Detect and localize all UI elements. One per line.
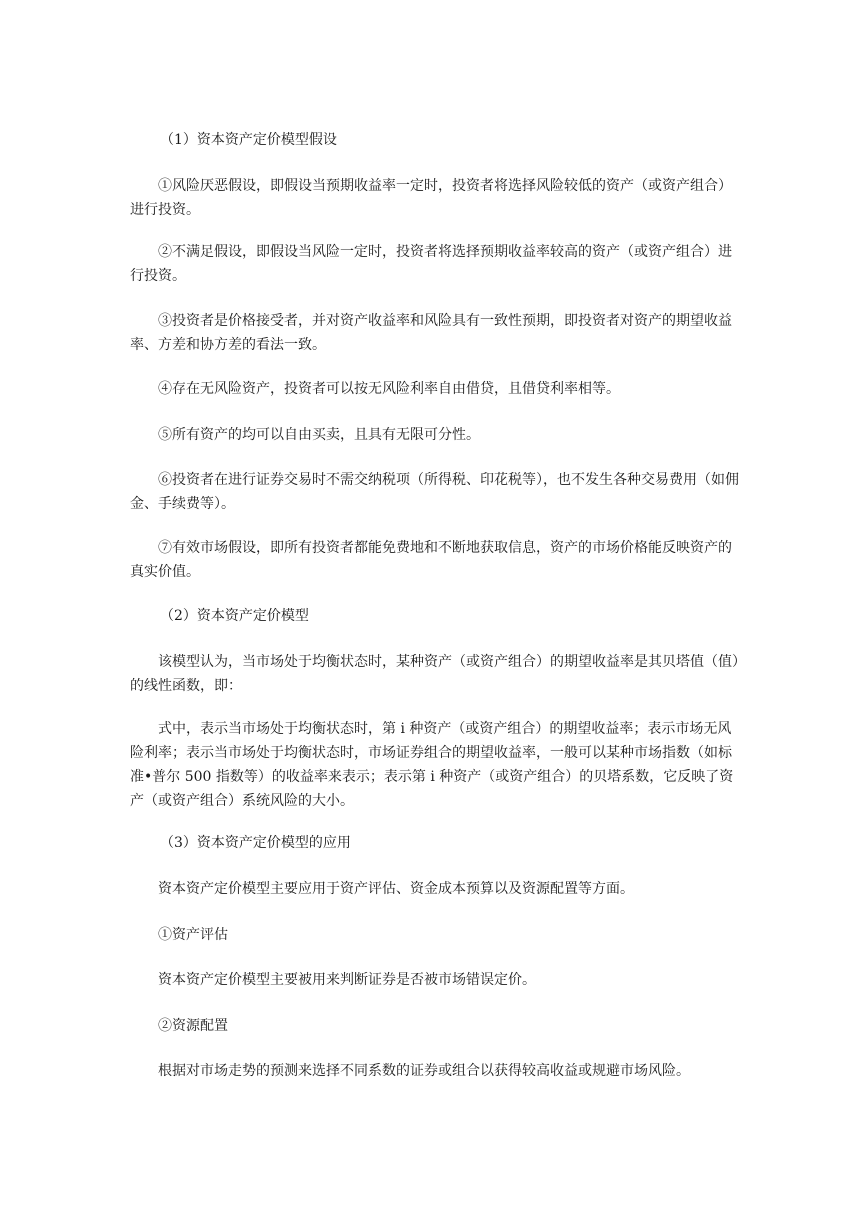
assumption-6: ⑥投资者在进行证券交易时不需交纳税项（所得税、印花税等），也不发生各种交易费用（如佣金、手续费等）。	[130, 472, 739, 512]
asset-valuation-text: 资本资产定价模型主要被用来判断证券是否被市场错误定价。	[158, 972, 536, 988]
section-3-heading: （3）资本资产定价模型的应用	[160, 835, 351, 851]
assumption-7: ⑦有效市场假设，即所有投资者都能免费地和不断地获取信息，资产的市场价格能反映资产的真实价值。	[130, 540, 732, 580]
model-intro: 该模型认为，当市场处于均衡状态时，某种资产（或资产组合）的期望收益率是其贝塔值（值）的线性函数，即：	[130, 654, 739, 694]
assumption-2: ②不满足假设，即假设当风险一定时，投资者将选择预期收益率较高的资产（或资产组合）进行投资。	[130, 244, 732, 284]
application-intro: 资本资产定价模型主要应用于资产评估、资金成本预算以及资源配置等方面。	[158, 881, 634, 897]
resource-allocation-text: 根据对市场走势的预测来选择不同系数的证券或组合以获得较高收益或规避市场风险。	[158, 1063, 690, 1079]
assumption-4: ④存在无风险资产，投资者可以按无风险利率自由借贷，且借贷利率相等。	[158, 381, 620, 397]
assumption-3: ③投资者是价格接受者，并对资产收益率和风险具有一致性预期，即投资者对资产的期望收益率、方差和协方差的看法一致。	[130, 313, 732, 353]
section-1-heading: （1）资本资产定价模型假设	[160, 132, 337, 148]
assumption-1: ①风险厌恶假设，即假设当预期收益率一定时，投资者将选择风险较低的资产（或资产组合）进行投资。	[130, 178, 732, 218]
resource-allocation-heading: ②资源配置	[158, 1018, 228, 1034]
model-explanation: 式中，表示当市场处于均衡状态时，第 i 种资产（或资产组合）的期望收益率；表示市场无风险利率；表示当市场处于均衡状态时，市场证券组合的期望收益率，一般可以某种市场指数（如标准•普尔 500 指数等）的收益率来表示；表示第 i 种资产（或资产组合）的贝塔系数，它反映了资产（或资产组合）系统风险的大小。	[130, 721, 734, 809]
section-2-heading: （2）资本资产定价模型	[160, 608, 309, 624]
asset-valuation-heading: ①资产评估	[158, 927, 228, 943]
assumption-5: ⑤所有资产的均可以自由买卖，且具有无限可分性。	[158, 427, 480, 443]
